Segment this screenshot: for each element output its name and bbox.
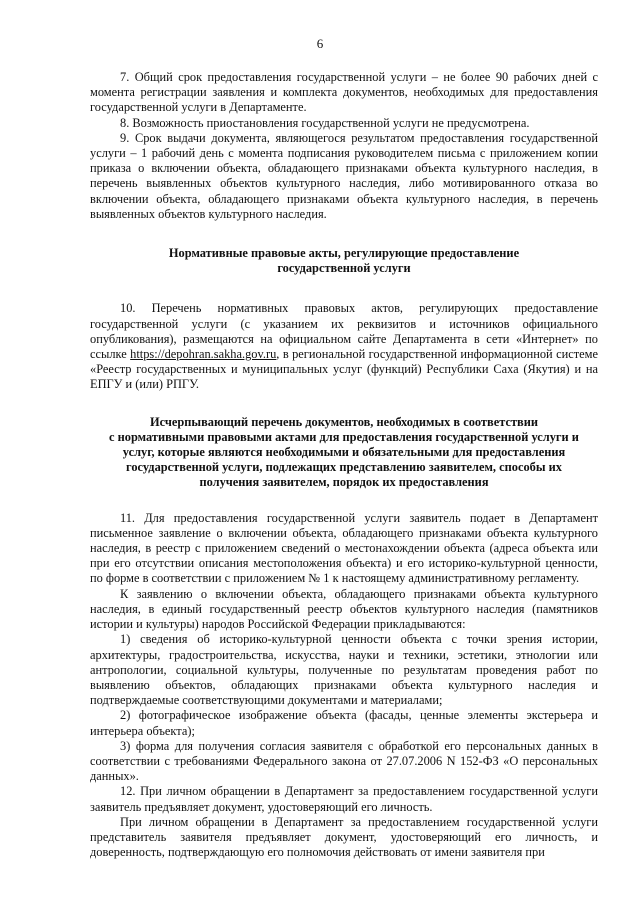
heading-line: с нормативными правовыми актами для предоставления государственной услуги и bbox=[109, 429, 579, 444]
heading-line: государственной услуги bbox=[277, 261, 411, 276]
paragraph-11: 11. Для предоставления государственной услуги заявитель подает в Департамент письменное заявление о включении объекта, обладающего признаками объекта культурного наследия, в реестр с приложением сведений о местонахождении объекта (адреса объекта или при его отсутствии описания местоположения объекта) и его историко-культурной ценности, по форме в соответствии с приложением № 1 к настоящему административному регламенту. bbox=[90, 510, 598, 586]
section-heading-documents-list bbox=[90, 415, 598, 491]
paragraph-10-text-continued: , в региональной государственной информационной системе «Реестр государственных и муниципальных услуг (функций) Республики Саха (Якутия) и на ЕПГУ и (или) РПГУ. bbox=[90, 347, 598, 392]
heading-line: государственной услуги, подлежащих представлению заявителем, способы их bbox=[126, 460, 562, 475]
list-item-3: 3) форма для получения согласия заявителя с обработкой его персональных данных в соответствии с требованиями Федерального закона от 27.07.2006 N 152-ФЗ «О персональных данных». bbox=[90, 738, 598, 784]
paragraph-10 bbox=[90, 301, 598, 392]
paragraph-11-attachments-intro: К заявлению о включении объекта, обладающего признаками объекта культурного наследия, в единый государственный реестр объектов культурного наследия (памятников истории и культуры) народов Российской Федерации прикладываются: bbox=[90, 586, 598, 632]
page-number: 6 bbox=[316, 36, 324, 51]
heading-line: услуг, которые являются необходимыми и обязательными для предоставления bbox=[122, 445, 566, 460]
department-website-link[interactable]: https://depohran.sakha.gov.ru bbox=[130, 347, 277, 362]
paragraph-12-representative: При личном обращении в Департамент за предоставлением государственной услуги представитель заявителя предъявляет документ, удостоверяющий его личность, и доверенность, подтверждающую его полномочия действовать от имени заявителя при bbox=[90, 814, 598, 860]
paragraph-8: 8. Возможность приостановления государственной услуги не предусмотрена. bbox=[120, 115, 530, 130]
list-item-1: 1) сведения об историко-культурной ценности объекта с точки зрения истории, архитектуры, градостроительства, искусства, науки и техники, эстетики, этнологии или антропологии, социальной культуры, полученные по результатам проведения работ по выявлению объектов, обладающих признаками объекта культурного наследия и подтверждаемые соответствующими документами и материалами; bbox=[90, 632, 598, 708]
heading-line: Нормативные правовые акты, регулирующие предоставление bbox=[168, 246, 520, 261]
paragraph-7: 7. Общий срок предоставления государственной услуги – не более 90 рабочих дней с момента регистрации заявления и комплекта документов, необходимых для предоставления государственной услуги в Департаменте. bbox=[90, 70, 598, 115]
paragraph-10-text: 10. Перечень нормативных правовых актов, регулирующих предоставление государственной услуги (с указанием их реквизитов и источников официального опубликования), размещаются на официальном сайте Департамента в сети «Интернет» по ссылке bbox=[90, 301, 598, 362]
section-heading-legal-acts bbox=[90, 246, 598, 276]
paragraph-9: 9. Срок выдачи документа, являющегося результатом предоставления государственной услуги – 1 рабочий день с момента подписания руководителем письма с приложением копии приказа о включении объекта, обладающего признаками объекта культурного наследия, в перечень выявленных объектов культурного наследия, либо мотивированного отказа во включении объекта, обладающего признаками объекта культурного наследия, в перечень выявленных объектов культурного наследия. bbox=[90, 130, 598, 221]
list-item-2: 2) фотографическое изображение объекта (фасады, ценные элементы экстерьера и интерьера объекта); bbox=[90, 708, 598, 738]
page-content bbox=[90, 70, 598, 860]
heading-line: получения заявителем, порядок их предоставления bbox=[199, 475, 489, 490]
paragraph-12: 12. При личном обращении в Департамент за предоставлением государственной услуги заявитель предъявляет документ, удостоверяющий его личность. bbox=[90, 784, 598, 814]
heading-line: Исчерпывающий перечень документов, необходимых в соответствии bbox=[149, 414, 539, 429]
